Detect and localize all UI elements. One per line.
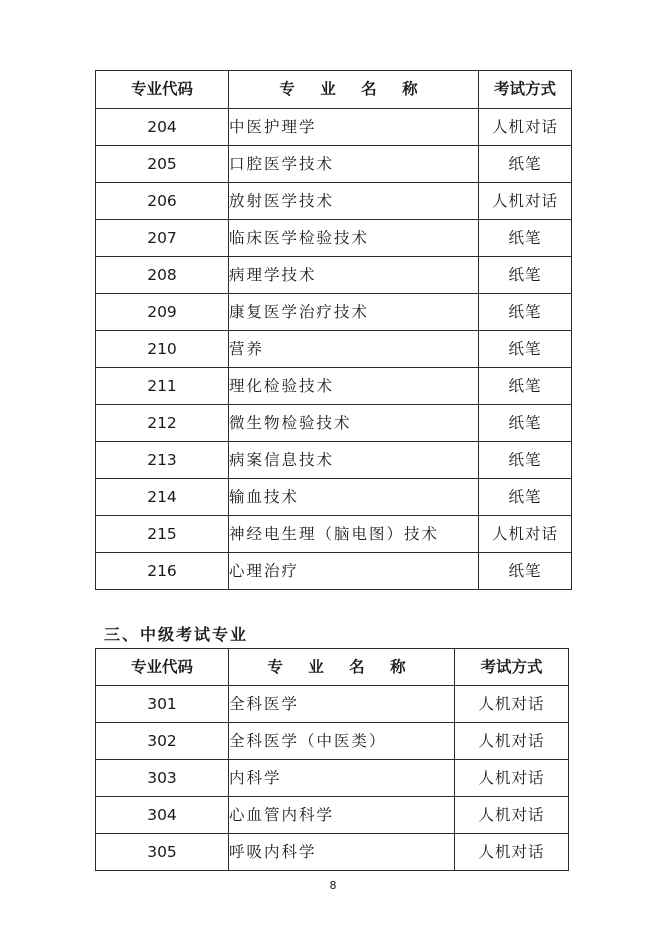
table-row	[96, 183, 572, 220]
exam-method: 纸笔	[479, 294, 572, 331]
specialty-code: 214	[96, 479, 229, 516]
specialty-code: 208	[96, 257, 229, 294]
table-row	[96, 257, 572, 294]
exam-method: 纸笔	[479, 331, 572, 368]
specialty-table-junior	[95, 70, 572, 590]
specialty-name: 微生物检验技术	[229, 405, 479, 442]
exam-method: 人机对话	[455, 834, 569, 871]
specialty-code: 216	[96, 553, 229, 590]
table-row	[96, 479, 572, 516]
table-row	[96, 797, 569, 834]
exam-method: 人机对话	[479, 109, 572, 146]
specialty-name: 呼吸内科学	[229, 834, 455, 871]
specialty-name: 全科医学（中医类）	[229, 723, 455, 760]
specialty-code: 209	[96, 294, 229, 331]
specialty-name: 心理治疗	[229, 553, 479, 590]
exam-method: 纸笔	[479, 479, 572, 516]
exam-method: 人机对话	[479, 183, 572, 220]
specialty-code: 303	[96, 760, 229, 797]
specialty-name: 营养	[229, 331, 479, 368]
column-header-method: 考试方式	[479, 71, 572, 109]
table-row	[96, 109, 572, 146]
exam-method: 纸笔	[479, 442, 572, 479]
exam-method: 纸笔	[479, 257, 572, 294]
exam-method: 纸笔	[479, 220, 572, 257]
exam-method: 人机对话	[455, 797, 569, 834]
specialty-name: 中医护理学	[229, 109, 479, 146]
specialty-name: 全科医学	[229, 686, 455, 723]
section-heading-intermediate: 三、中级考试专业	[104, 625, 249, 644]
table-row	[96, 294, 572, 331]
table-row	[96, 686, 569, 723]
specialty-code: 211	[96, 368, 229, 405]
specialty-code: 210	[96, 331, 229, 368]
column-header-name: 专 业 名 称	[229, 71, 479, 109]
specialty-name: 放射医学技术	[229, 183, 479, 220]
table-row	[96, 220, 572, 257]
exam-method: 人机对话	[455, 686, 569, 723]
exam-method: 人机对话	[455, 760, 569, 797]
specialty-code: 207	[96, 220, 229, 257]
table-row	[96, 760, 569, 797]
specialty-name: 口腔医学技术	[229, 146, 479, 183]
specialty-name: 病案信息技术	[229, 442, 479, 479]
table-row	[96, 834, 569, 871]
specialty-code: 304	[96, 797, 229, 834]
table-row	[96, 405, 572, 442]
specialty-name: 输血技术	[229, 479, 479, 516]
page-number: 8	[329, 879, 337, 892]
column-header-name: 专 业 名 称	[229, 649, 455, 686]
specialty-code: 215	[96, 516, 229, 553]
specialty-code: 206	[96, 183, 229, 220]
specialty-table-intermediate	[95, 648, 569, 871]
table-row	[96, 442, 572, 479]
specialty-code: 212	[96, 405, 229, 442]
specialty-code: 213	[96, 442, 229, 479]
exam-method: 纸笔	[479, 405, 572, 442]
exam-method: 人机对话	[455, 723, 569, 760]
exam-method: 纸笔	[479, 553, 572, 590]
table-header-row	[96, 649, 569, 686]
specialty-code: 204	[96, 109, 229, 146]
table-row	[96, 553, 572, 590]
column-header-code: 专业代码	[96, 649, 229, 686]
specialty-name: 病理学技术	[229, 257, 479, 294]
exam-method: 纸笔	[479, 146, 572, 183]
table-row	[96, 331, 572, 368]
specialty-name: 康复医学治疗技术	[229, 294, 479, 331]
table-row	[96, 516, 572, 553]
specialty-name: 理化检验技术	[229, 368, 479, 405]
exam-method: 人机对话	[479, 516, 572, 553]
table-row	[96, 723, 569, 760]
table-header-row	[96, 71, 572, 109]
specialty-name: 内科学	[229, 760, 455, 797]
column-header-code: 专业代码	[96, 71, 229, 109]
specialty-name: 神经电生理（脑电图）技术	[229, 516, 479, 553]
specialty-code: 205	[96, 146, 229, 183]
table-row	[96, 146, 572, 183]
column-header-method: 考试方式	[455, 649, 569, 686]
specialty-name: 心血管内科学	[229, 797, 455, 834]
specialty-name: 临床医学检验技术	[229, 220, 479, 257]
specialty-code: 301	[96, 686, 229, 723]
exam-method: 纸笔	[479, 368, 572, 405]
table-row	[96, 368, 572, 405]
specialty-code: 302	[96, 723, 229, 760]
specialty-code: 305	[96, 834, 229, 871]
